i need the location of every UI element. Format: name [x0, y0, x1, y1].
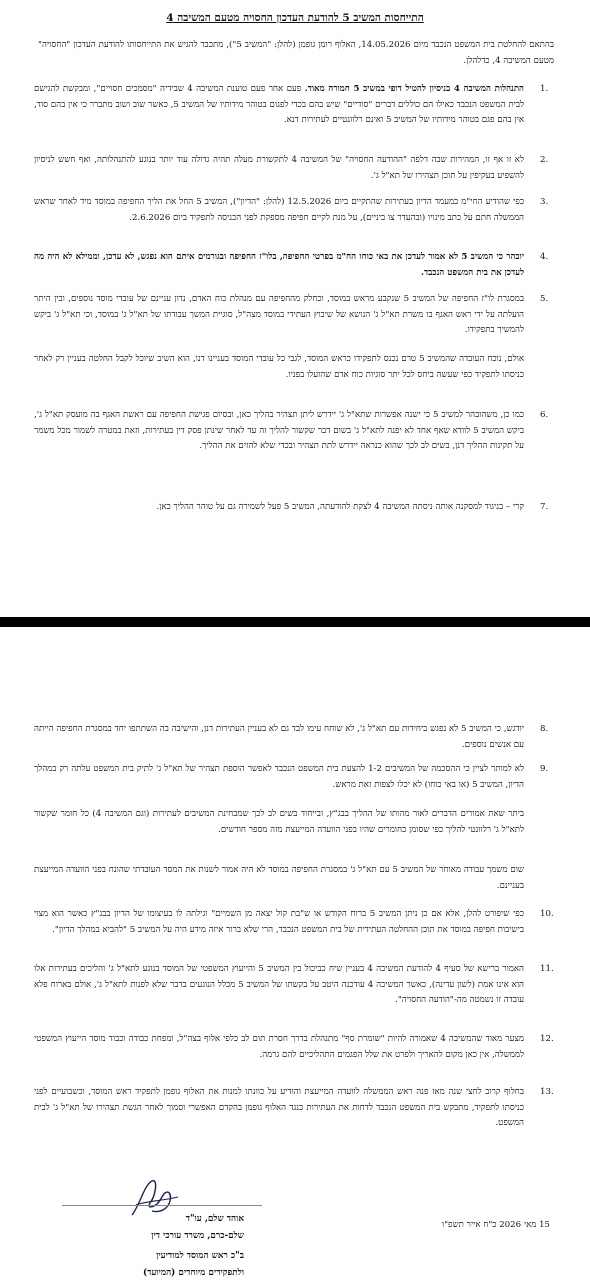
paragraph-6: [34, 408, 554, 455]
document-page-1: [0, 0, 590, 617]
paragraph-number: .10: [540, 909, 554, 919]
paragraph-number: .2: [540, 155, 549, 165]
signatory-role-line-2: ולתפקידים מיוחדים (המיועד): [142, 1268, 244, 1278]
paragraph-number: .4: [540, 252, 549, 262]
paragraph-lead: התנהלות המשיבה 4 בניסיון להטיל דופי במשיב 5 חמורה מאוד.: [304, 84, 525, 94]
paragraph-9-continuation-b: שום משמך עבודה מאוחר של המשיב 5 עם תא"ל ג' במסגרת החפיפה במוסד לא היה אמור לשנות את המסד העובדתי שהונח בפני הוועדה המייעצת בעניינם.: [34, 865, 524, 891]
document-page-2: [0, 627, 590, 1280]
handwritten-signature: [122, 1175, 182, 1219]
paragraph-text: האמור ברישא של סעיף 4 להודעת המשיבה 4 בעניין שיח כביכול בין המשיב 5 והייעוץ המשפטי של המוסד בנוגע לתא"ל ג' והליכים בעתירות אלו הוא אינו אמת (לשון עדינה), כאשר המשיבה 4 עודכנה היטב על בקשתו של המשיב 5 מכלל הנוגעים בדבר שלא לפנות לתא"ל ג', אולם בארוח פלא עובדה זו נשמטה מה-"הודעה החסויה".: [34, 964, 524, 1005]
paragraph-text: יודגש, כי המשיב 5 לא נפגש ביחידות עם תא"ל ג', לא שוחח עימו לבד גם לא בעניין העתירות דנן, והישיבה בה השתתפו יחד במסגרת החפיפה הייתה עם אנשים נוספים.: [34, 724, 524, 750]
paragraph-11: [34, 962, 554, 1009]
paragraph-number: .12: [540, 1034, 554, 1044]
paragraph-9: [34, 762, 554, 793]
paragraph-4: [34, 250, 554, 281]
paragraph-1: [34, 82, 554, 129]
paragraph-5: [34, 292, 554, 339]
paragraph-number: .1: [540, 84, 549, 94]
paragraph-text: בחלוף קרוב לחצי שנה מאז פנה ראש הממשלה לוועדה המייעצת והודיע על כוונתו למנות את האלוף גופמן לתפקיד ראש המוסד, וכשבועיים לפני כניסתו לתפקיד, מתבקש בית המשפט הנכבד לדחות את העתירות כנגד האלוף גופמן בהקדם האפשרי וסמוך לאחר הגשת תצהירו של תא"ל ג' לבית המשפט.: [34, 1087, 524, 1128]
page-separator: [0, 617, 590, 627]
paragraph-text: יובהר כי המשיב 5 לא אמור לעדכן את באי כוחו הח"מ בפרטי החפיפה, בלו"ז החפיפה ובגורמים איתם הוא נפגש, לא עדכן, וממילא לא היה מה לעדכן את בית המשפט הנכבד.: [34, 252, 524, 278]
paragraph-10: [34, 907, 554, 938]
paragraph-number: .11: [540, 964, 554, 974]
signatory-role-line-1: ב"כ ראש המוסד למודיעין: [156, 1251, 244, 1261]
paragraph-text: כמו כן, משהובהר למשיב 5 כי ישנה אפשרות שתא"ל ג' יידרש ליתן תצהיר בהליך כאן, ובסיום פגישת החפיפה עם ראשת האגף בה מועסק תא"ל ג', ביקש המשיב 5 לוודא שאף אחד לא יפנה לתא"ל ג' בשום דבר שקשור להליך זה עד לאחר שינתן פסק דין בעתירות, וזאת במטרה לשמור מכל משמר על תקינות ההליך דנן, בשים לב לכך שהוא כנראה יידרש לתת תצהיר ובכדי שלא להזים את ההליך.: [34, 410, 525, 451]
paragraph-number: .3: [540, 197, 549, 207]
paragraph-2: [34, 153, 554, 184]
paragraph-number: .6: [540, 410, 549, 420]
signatory-firm: שלם-כרם, משרד עורכי דין: [151, 1231, 244, 1241]
paragraph-text: כפי שהודיע החי"מ במעמד הדיון בעתירות שהתקיים ביום 12.5.2026 (להלן: "הדיון"), המשיב 5 החל את הליך החפיפה במוסד מיד לאחר שראש הממשלה חתם על כתב מינויו (ובהעדר צו ביניים), על מנת לקיים חפיפה מספקת לפני הכניסה לתפקיד ביום 2.6.2026.: [34, 197, 525, 223]
paragraph-5-continuation: אולם, נוכח העובדה שהמשיב 5 טרם נכנס לתפקידו כראש המוסד, לגבי כל עובדי המוסד בעניינו דנו, הוא השיב שיוכל לקבל החלטה בעניין רק לאחר כניסתו לתפקיד כפי שעשה ביחס לכל יתר סוגיות כוח אדם שהועלו בפניו.: [34, 354, 524, 380]
paragraph-text: כפי שיפורט להלן, אלא אם כן ניתן המשיב 5 ברוח הקודש או ש"בת קול יצאה מן השמיים" וגילתה לו בעיצומו של הדיון בבג"ץ כאשר הוא מצוי בישיבות חפיפה במוסד את תוכן ההחלטה העתידית של בית המשפט הנכבד, הרי שלא ברור איזה מידע היה על המשיב 5 "להביא במהלך הדיון".: [34, 909, 524, 935]
paragraph-8: [34, 722, 554, 753]
paragraph-text: מצער מאוד שהמשיבה 4 שאמורה להיות "שומרת סף" מתנהלת בדרך חסרת תום לב כלפי אלוף בצה"ל, ומפחת כבודה וכבוד מוסד הייעוץ המשפטי לממשלה, אין כאן מקום להאריך ולפרט את שלל הפגמים התהליכיים להם גרמה.: [34, 1034, 524, 1060]
signature-block: [42, 1205, 272, 1277]
paragraph-9-continuation-a: ביתר שאת אמורים הדברים לאור מהותו של ההליך בבג"ץ, ובייחוד בשים לב לכך שמבחינת המשיבים לעתירות (וגם המשיבה 4) כל חומר שקשור לתא"ל ג' רלוונטי להליך כפי שסומן כחומרים שהיו בפני הוועדה המייעצת מזה מספר חודשים.: [34, 809, 524, 835]
paragraph-number: .5: [540, 294, 549, 304]
paragraph-text: לא זו אף זו, המהירות שבה דלפה "ההודעה החסויה" של המשיבה 4 לתקשורת מעלה תהיה גדולה עוד יותר בנוגע להתנהלותה, ואף חשש לניסיון להשפיע בעקיפין על תוכן תצהירו של תא"ל ג'.: [34, 155, 524, 181]
paragraph-number: .9: [540, 764, 549, 774]
paragraph-7: [34, 500, 554, 516]
paragraph-text: במסגרת לו"ז החפיפה של המשיב 5 שנקבע מראש במוסד, וכחלק מהחפיפה עם מנהלת כוח האדם, נדון עניינם של עובדי מוסד נוספים, ובין היתר הועלתה על ידי ראש האגף בו משרת תא"ל ג' הנושא של שיבוץ העתידי במוסד מצה"ל, סוגיית המשך עבודתו של תא"ל ג' במוסד, וכי תא"ל ג' ביקש להמשיך בתפקידו.: [34, 294, 524, 335]
paragraph-text: לא למותר לציין כי ההסכמה של המשיבים 1-2 להצעת בית המשפט הנכבד לאפשר הוספת תצהיר של תא"ל ג' לתיק בית המשפט עלתה רק במהלך הדיון, המשיב 5 (או באי כוחו) לא יכלו לצפות זאת מראש.: [34, 764, 524, 790]
document-title: התייחסות המשיב 5 להודעת העדכון החסויה מטעם המשיבה 4: [166, 12, 424, 24]
paragraph-number: .7: [540, 502, 549, 512]
paragraph-number: .8: [540, 724, 549, 734]
signature-line: [62, 1205, 262, 1206]
paragraph-number: .13: [540, 1087, 554, 1097]
document-date: 15 מאי 2026 כ"ח אייר תשפ"ו: [441, 1220, 550, 1230]
paragraph-text: פעם אחר פעם טוענת המשיבה 4 שבידיה "מסמכים חסויים", ומבקשת להגישם לבית המשפט הנכבד כאילו הם כוללים דברים "סודיים" שיש בהם בכדי לפגום בטוהר מידותיו של המשיב 5, כאשר שוב ושוב מתברר כי אין בהם סוד, אין בהם פגם בטוהר מידותיו של המשיב 5 ואינם רלוונטיים לעתירות דנא.: [34, 84, 524, 125]
paragraph-12: [34, 1032, 554, 1063]
intro-paragraph: בהתאם להחלטת בית המשפט הנכבד מיום 14.05.2026, האלוף רומן גופמן (להלן: "המשיב 5"), מתכבד להגיש את התייחסותו להודעת העדכון "החסויה" מטעם המשיבה 4, כדלהלן.: [38, 40, 554, 66]
paragraph-13: [34, 1085, 554, 1132]
signatory-name: אוהד שלם, עו"ד: [185, 1214, 244, 1224]
paragraph-3: [34, 195, 554, 226]
paragraph-text: קרי – בניגוד למסקנה אותה ניסתה המשיבה 4 לצקת להודעתה, המשיב 5 פעל לשמירה גם על טוהר ההליך כאן.: [156, 502, 524, 512]
